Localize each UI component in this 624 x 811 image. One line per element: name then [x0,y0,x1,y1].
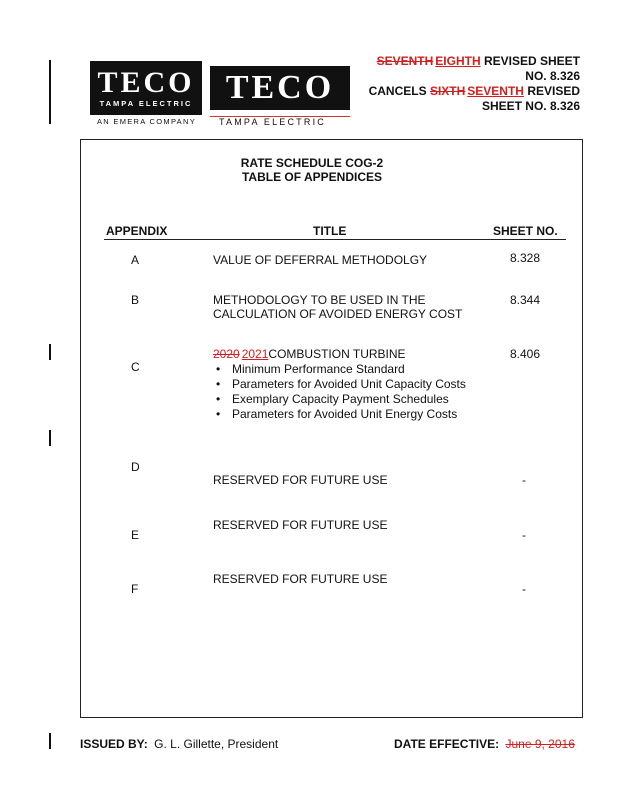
bullet-item: • Exemplary Capacity Payment Schedules [213,392,466,407]
title-b-line1: METHODOLOGY TO BE USED IN THE [213,293,426,307]
bullet-item: • Parameters for Avoided Unit Capacity Costs [213,377,466,392]
header-line1-rest: REVISED SHEET [483,54,580,68]
bullet-item: • Parameters for Avoided Unit Energy Costs [213,407,466,422]
title-b-line2: CALCULATION OF AVOIDED ENERGY COST [213,307,463,321]
title-a: VALUE OF DEFERRAL METHODOLGY [213,253,428,267]
header-deleted-text: SEVENTH [376,54,434,68]
appendix-c: C [131,360,140,374]
sheet-c: 8.406 [510,347,541,361]
margin-bar-bottom [49,733,51,749]
date-effective-label: DATE EFFECTIVE: [394,737,500,751]
header-line-1 [369,54,580,69]
header-cancels: CANCELS [368,84,427,98]
title-d: RESERVED FOR FUTURE USE [213,473,388,487]
title-c-deleted-year: 2020 [213,347,240,361]
appendix-b: B [131,293,140,307]
margin-bar-middle-1 [49,344,51,360]
logo-right-sub: TAMPA ELECTRIC [219,117,326,127]
date-effective-deleted: June 9, 2016 [505,737,575,751]
header-deleted-text-2: SIXTH [429,84,466,98]
appendix-a: A [131,253,140,267]
schedule-title: RATE SCHEDULE COG-2 [240,156,384,170]
margin-bar-top [49,60,51,124]
header-inserted-text-2: SEVENTH [467,84,524,98]
appendix-c-bullets [213,362,466,422]
sheet-b: 8.344 [510,293,541,307]
teco-logo-left [90,61,202,115]
logo-right-word: TECO [225,69,335,106]
header-rule [104,239,566,240]
title-c-rest: COMBUSTION TURBINE [268,347,406,361]
title-c-inserted-year: 2021 [241,347,269,361]
issued-by [80,737,278,751]
header-line3-rest: REVISED [527,84,580,98]
margin-bar-middle-2 [49,430,51,446]
header-line-2: NO. 8.326 [525,69,580,83]
logo-left-tagline: AN EMERA COMPANY [97,117,197,126]
column-header-title: TITLE [313,224,347,238]
teco-logo-right [210,66,350,110]
appendix-e: E [131,528,140,542]
bullet-item: • Minimum Performance Standard [213,362,466,377]
column-header-appendix: APPENDIX [106,224,168,238]
sheet-e: - [522,528,526,542]
sheet-f: - [522,582,526,596]
date-effective [394,737,575,751]
issued-by-label: ISSUED BY: [80,737,148,751]
logo-left-sub: TAMPA ELECTRIC [99,99,193,108]
header-inserted-text: EIGHTH [435,54,481,68]
sheet-header [369,54,580,114]
table-title: TABLE OF APPENDICES [241,170,382,184]
title-f: RESERVED FOR FUTURE USE [213,572,388,586]
header-line-4: SHEET NO. 8.326 [481,99,580,113]
logo-left-word: TECO [97,66,195,99]
appendix-f: F [131,582,139,596]
sheet-a: 8.328 [510,251,541,265]
issued-by-value: G. L. Gillette, President [154,737,279,751]
column-header-sheet: SHEET NO. [493,224,558,238]
header-line-3 [369,84,580,99]
sheet-d: - [522,473,526,487]
appendix-d: D [131,460,140,474]
title-c [213,347,406,362]
title-e: RESERVED FOR FUTURE USE [213,518,388,532]
